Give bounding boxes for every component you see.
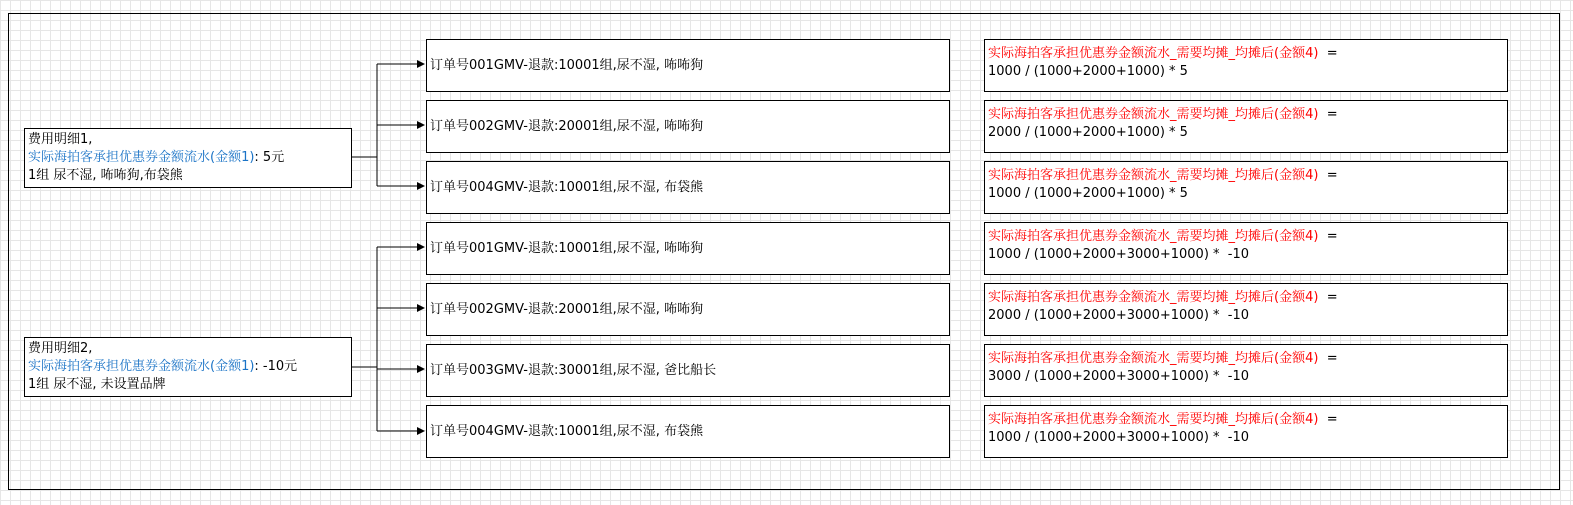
calc-box[interactable] [984, 405, 1508, 458]
order-box[interactable] [426, 283, 950, 336]
calc-formula: 2000 / (1000+2000+1000) * 5 [988, 125, 1188, 140]
fee-title: 费用明细2, [28, 341, 93, 356]
calc-label: 实际海拍客承担优惠券金额流水_需要均摊_均摊后(金额4) [988, 290, 1319, 305]
fee-amount-label: 实际海拍客承担优惠券金额流水(金额1) [28, 359, 255, 374]
order-number: 订单号004 [430, 423, 494, 439]
order-number: 订单号003 [430, 362, 494, 378]
order-gmv: GMV-退款:1000 [493, 423, 592, 439]
order-desc: 1组,尿不湿, 布袋熊 [591, 179, 704, 195]
order-desc: 1组,尿不湿, 咘咘狗 [591, 240, 704, 256]
order-gmv: GMV-退款:2000 [493, 301, 592, 317]
calc-label: 实际海拍客承担优惠券金额流水_需要均摊_均摊后(金额4) [988, 46, 1319, 61]
order-desc: 1组,尿不湿, 咘咘狗 [591, 301, 704, 317]
order-desc: 1组,尿不湿, 爸比船长 [591, 362, 717, 378]
calc-equals: = [1326, 168, 1338, 183]
calc-formula: 3000 / (1000+2000+3000+1000) * -10 [988, 369, 1250, 384]
fee-group: 1组 尿不湿, 咘咘狗,布袋熊 [28, 168, 183, 183]
order-gmv: GMV-退款:3000 [493, 362, 592, 378]
order-desc: 1组,尿不湿, 咘咘狗 [591, 118, 704, 134]
calc-formula: 1000 / (1000+2000+1000) * 5 [988, 186, 1188, 201]
fee-amount-label: 实际海拍客承担优惠券金额流水(金额1) [28, 150, 255, 165]
order-desc: 1组,尿不湿, 咘咘狗 [591, 57, 704, 73]
order-box[interactable] [426, 161, 950, 214]
order-number: 订单号002 [430, 301, 494, 317]
calc-label: 实际海拍客承担优惠券金额流水_需要均摊_均摊后(金额4) [988, 168, 1319, 183]
calc-box[interactable] [984, 39, 1508, 92]
calc-box[interactable] [984, 344, 1508, 397]
calc-box[interactable] [984, 283, 1508, 336]
calc-box[interactable] [984, 161, 1508, 214]
calc-label: 实际海拍客承担优惠券金额流水_需要均摊_均摊后(金额4) [988, 412, 1319, 427]
order-number: 订单号004 [430, 179, 494, 195]
order-box[interactable] [426, 39, 950, 92]
fee-amount-value: : -10元 [254, 359, 298, 374]
calc-label: 实际海拍客承担优惠券金额流水_需要均摊_均摊后(金额4) [988, 351, 1319, 366]
order-gmv: GMV-退款:1000 [493, 240, 592, 256]
calc-formula: 1000 / (1000+2000+1000) * 5 [988, 64, 1188, 79]
order-box[interactable] [426, 100, 950, 153]
order-gmv: GMV-退款:1000 [493, 57, 592, 73]
order-number: 订单号001 [430, 57, 494, 73]
calc-label: 实际海拍客承担优惠券金额流水_需要均摊_均摊后(金额4) [988, 107, 1319, 122]
calc-equals: = [1326, 290, 1338, 305]
order-box[interactable] [426, 405, 950, 458]
calc-formula: 1000 / (1000+2000+3000+1000) * -10 [988, 247, 1250, 262]
fee-amount-value: : 5元 [254, 150, 285, 165]
calc-equals: = [1326, 107, 1338, 122]
fee-detail-box-1[interactable] [24, 128, 352, 188]
order-box[interactable] [426, 344, 950, 397]
calc-equals: = [1326, 412, 1338, 427]
fee-title: 费用明细1, [28, 132, 93, 147]
order-gmv: GMV-退款:2000 [493, 118, 592, 134]
order-box[interactable] [426, 222, 950, 275]
calc-label: 实际海拍客承担优惠券金额流水_需要均摊_均摊后(金额4) [988, 229, 1319, 244]
order-desc: 1组,尿不湿, 布袋熊 [591, 423, 704, 439]
calc-box[interactable] [984, 100, 1508, 153]
order-gmv: GMV-退款:1000 [493, 179, 592, 195]
fee-detail-box-2[interactable] [24, 337, 352, 397]
calc-box[interactable] [984, 222, 1508, 275]
fee-group: 1组 尿不湿, 未设置品牌 [28, 377, 166, 392]
order-number: 订单号002 [430, 118, 494, 134]
calc-equals: = [1326, 46, 1338, 61]
order-number: 订单号001 [430, 240, 494, 256]
calc-equals: = [1326, 351, 1338, 366]
calc-equals: = [1326, 229, 1338, 244]
calc-formula: 1000 / (1000+2000+3000+1000) * -10 [988, 430, 1250, 445]
calc-formula: 2000 / (1000+2000+3000+1000) * -10 [988, 308, 1250, 323]
